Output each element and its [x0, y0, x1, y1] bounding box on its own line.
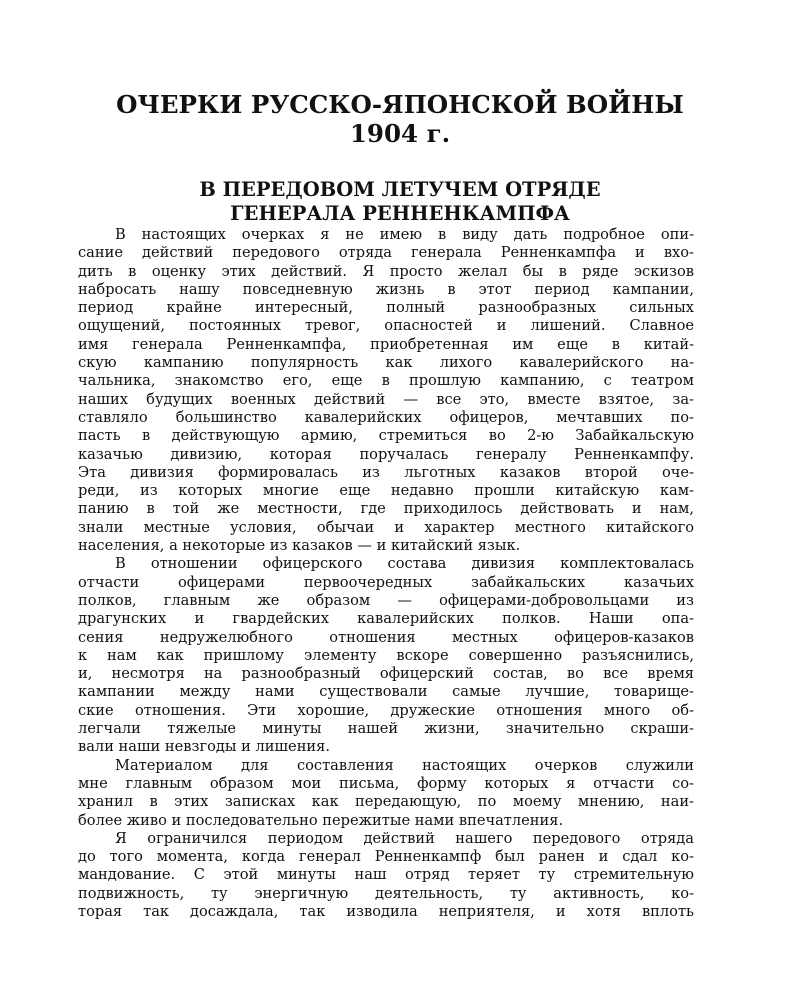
- text-line: имя генерала Ренненкампфа, приобретенная им еще в китай-: [78, 335, 694, 353]
- text-line: хранил в этих записках как передающую, по моему мнению, наи-: [78, 793, 694, 811]
- text-line: чальника, знакомство его, еще в прошлую кампанию, с театром: [78, 372, 694, 390]
- chapter-title-line-1: В ПЕРЕДОВОМ ЛЕТУЧЕМ ОТРЯДЕ: [199, 178, 601, 201]
- book-title-line-2: 1904 г.: [349, 119, 451, 148]
- text-line: пасть в действующую армию, стремиться во 2-ю Забайкальскую: [78, 427, 694, 445]
- text-line: В настоящих очерках я не имею в виду дать подробное опи-: [115, 226, 694, 243]
- text-line: до того момента, когда генерал Ренненкампф был ранен и сдал ко-: [78, 848, 694, 866]
- text-line: ские отношения. Эти хорошие, дружеские отношения много об-: [78, 701, 694, 719]
- book-title: [60, 90, 740, 148]
- text-line: торая так досаждала, так изводила неприятеля, и хотя вплоть: [78, 902, 694, 920]
- text-line: сения недружелюбного отношения местных офицеров-казаков: [78, 628, 694, 646]
- text-line: подвижность, ту энергичную деятельность, ту активность, ко-: [78, 884, 694, 902]
- text-line: панию в той же местности, где приходилось действовать и нам,: [78, 500, 694, 518]
- text-line: ставляло большинство кавалерийских офицеров, мечтавших по-: [78, 408, 694, 426]
- text-line: кампании между нами существовали самые лучшие, товарище-: [78, 683, 694, 701]
- text-line: реди, из которых многие еще недавно прошли китайскую кам-: [78, 482, 694, 500]
- book-title-line-1: ОЧЕРКИ РУССКО-ЯПОНСКОЙ ВОЙНЫ: [116, 90, 684, 119]
- text-line: скую кампанию популярность как лихого кавалерийского на-: [78, 354, 694, 372]
- text-line: драгунских и гвардейских кавалерийских полков. Наши опа-: [78, 610, 694, 628]
- text-line: знали местные условия, обычаи и характер местного китайского: [78, 518, 694, 536]
- text-line: отчасти офицерами первоочередных забайкальских казачьих: [78, 573, 694, 591]
- text-line: наших будущих военных действий — все это, вместе взятое, за-: [78, 390, 694, 408]
- text-line: к нам как пришлому элементу вскоре совершенно разъяснились,: [78, 646, 694, 664]
- text-line: вали наши невзгоды и лишения.: [78, 738, 330, 756]
- text-line: полков, главным же образом — офицерами-добровольцами из: [78, 591, 694, 609]
- body-text: [78, 226, 694, 921]
- text-line: мне главным образом мои письма, форму которых я отчасти со-: [78, 774, 694, 792]
- text-line: легчали тяжелые минуты нашей жизни, значительно скраши-: [78, 720, 694, 738]
- text-line: период крайне интересный, полный разнообразных сильных: [78, 299, 694, 317]
- text-line: более живо и последовательно пережитые нами впечатления.: [78, 811, 564, 829]
- text-line: Я ограничился периодом действий нашего передового отряда: [115, 829, 694, 847]
- chapter-title: [60, 178, 740, 226]
- text-line: набросать нашу повседневную жизнь в этот период кампании,: [78, 280, 694, 298]
- text-line: В отношении офицерского состава дивизия комплектовалась: [115, 555, 694, 573]
- text-line: дить в оценку этих действий. Я просто желал бы в ряде эскизов: [78, 262, 694, 280]
- text-line: мандование. С этой минуты наш отряд теряет ту стремительную: [78, 866, 694, 884]
- text-line: и, несмотря на разнообразный офицерский состав, во все время: [78, 665, 694, 683]
- text-line: населения, а некоторые из казаков — и китайский язык.: [78, 537, 521, 555]
- text-line: сание действий передового отряда генерала Ренненкампфа и вхо-: [78, 244, 694, 262]
- text-line: Материалом для составления настоящих очерков служили: [115, 756, 694, 774]
- text-line: ощущений, постоянных тревог, опасностей и лишений. Славное: [78, 317, 694, 335]
- text-line: казачью дивизию, которая поручалась генералу Ренненкампфу.: [78, 445, 694, 463]
- text-line: Эта дивизия формировалась из льготных казаков второй оче-: [78, 463, 694, 481]
- chapter-title-line-2: ГЕНЕРАЛА РЕННЕНКАМПФА: [230, 202, 570, 225]
